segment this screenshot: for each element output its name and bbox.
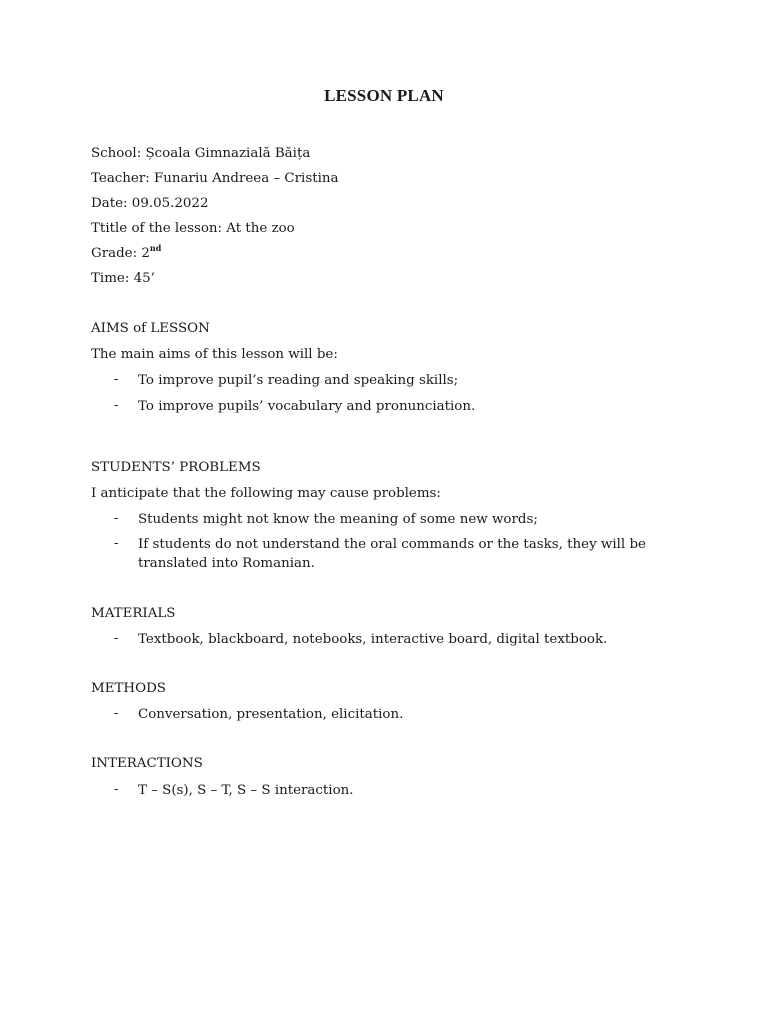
list-bullet: - [114, 372, 119, 387]
aims-item: To improve pupils’ vocabulary and pronunciation. [138, 399, 476, 414]
interactions-heading: INTERACTIONS [91, 756, 203, 771]
problems-heading: STUDENTS’ PROBLEMS [91, 460, 261, 475]
lesson-title-line: Ttitle of the lesson: At the zoo [91, 221, 295, 236]
list-bullet: - [114, 706, 119, 721]
interactions-item: T – S(s), S – T, S – S interaction. [138, 783, 354, 798]
grade-value: Grade: 2 [91, 246, 150, 261]
document-title: LESSON PLAN [324, 86, 444, 105]
list-bullet: - [114, 511, 119, 526]
school-line: School: Școala Gimnazială Băița [91, 146, 311, 161]
list-bullet: - [114, 782, 119, 797]
grade-line [91, 245, 161, 263]
teacher-line: Teacher: Funariu Andreea – Cristina [91, 171, 339, 186]
list-bullet: - [114, 398, 119, 413]
aims-intro: The main aims of this lesson will be: [91, 347, 338, 362]
problems-item: If students do not understand the oral commands or the tasks, they will be translated into Romanian. [138, 537, 646, 571]
aims-item: To improve pupil’s reading and speaking skills; [138, 373, 459, 388]
list-bullet: - [114, 536, 119, 551]
date-line: Date: 09.05.2022 [91, 196, 209, 211]
list-bullet: - [114, 631, 119, 646]
aims-heading: AIMS of LESSON [91, 321, 210, 336]
time-line: Time: 45’ [91, 271, 155, 286]
methods-heading: METHODS [91, 681, 166, 696]
problems-item: Students might not know the meaning of some new words; [138, 512, 538, 527]
materials-item: Textbook, blackboard, notebooks, interactive board, digital textbook. [138, 632, 608, 647]
materials-heading: MATERIALS [91, 606, 176, 621]
methods-item: Conversation, presentation, elicitation. [138, 707, 404, 722]
grade-ordinal-suffix: nd [149, 243, 162, 253]
problems-intro: I anticipate that the following may cause problems: [91, 486, 441, 501]
